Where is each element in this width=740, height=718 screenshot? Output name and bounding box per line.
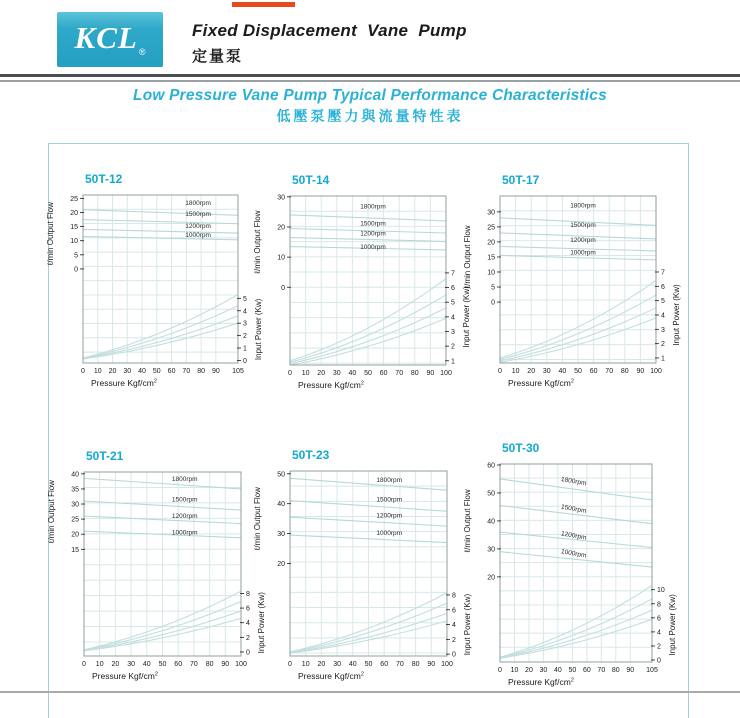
- flow-tick-label: 20: [277, 561, 285, 568]
- power-axis-title: Input Power (Kw): [254, 298, 263, 361]
- legend-label: 1000rpm: [560, 548, 587, 560]
- x-tick-label: 70: [597, 667, 606, 674]
- chart-title: 50T-14: [292, 173, 330, 187]
- x-tick-label: 20: [317, 661, 326, 668]
- x-tick-label: 90: [636, 368, 645, 375]
- power-tick-label: 3: [243, 320, 247, 328]
- power-tick-label: 1: [661, 355, 665, 363]
- x-tick-label: 30: [539, 667, 548, 674]
- x-ticks: [498, 368, 662, 375]
- legend-label: 1200rpm: [570, 236, 596, 244]
- separator-line-light: [0, 80, 740, 82]
- legend-label: 1000rpm: [360, 244, 386, 252]
- chart-svg: [248, 443, 485, 690]
- x-tick-label: 60: [582, 667, 591, 674]
- x-tick-label: 90: [427, 661, 436, 668]
- power-tick-label: 2: [243, 333, 247, 341]
- power-tick-label: 4: [246, 620, 250, 628]
- x-tick-label: 70: [395, 370, 404, 377]
- flow-tick-label: 10: [487, 269, 495, 277]
- flow-tick-label: 25: [70, 195, 78, 203]
- legend-label: 1800rpm: [376, 477, 403, 485]
- chart-title: 50T-17: [502, 173, 540, 187]
- x-tick-label: 50: [364, 661, 373, 668]
- flow-tick-label: 30: [277, 531, 285, 539]
- x-tick-label: 50: [364, 370, 372, 377]
- chart-50t-30: [458, 436, 690, 696]
- power-axis-title: Input Power (Kw): [668, 594, 677, 656]
- power-axis-title: Input Power (Kw): [257, 592, 266, 654]
- flow-tick-label: 10: [70, 238, 78, 246]
- section-title-cn: 低壓泵壓力與流量特性表: [276, 108, 464, 124]
- flow-tick-label: 40: [487, 518, 495, 526]
- power-tick-label: 6: [452, 607, 456, 615]
- chart-title: 50T-23: [292, 448, 330, 462]
- chart-svg: [41, 167, 276, 397]
- power-tick-label: 0: [243, 357, 247, 365]
- legend-label: 1800rpm: [185, 200, 211, 208]
- kcl-logo-text: KCL: [74, 20, 138, 55]
- grid: [84, 472, 241, 656]
- power-tick-label: 8: [657, 601, 661, 609]
- power-tick-label: 1: [243, 345, 247, 353]
- flow-axis-title: ℓ/min Output Flow: [47, 480, 56, 544]
- flow-tick-label: 15: [70, 224, 78, 232]
- power-axis-title: Input Power (Kw): [672, 284, 681, 346]
- x-axis-label: Pressure Kgf/$cm^2$: [508, 378, 574, 388]
- x-tick-label: 90: [221, 661, 230, 668]
- legend-label: 1200rpm: [360, 230, 386, 238]
- x-tick-label: 40: [348, 661, 357, 668]
- registered-trademark-icon: ®: [138, 47, 146, 57]
- x-tick-label: 90: [426, 370, 435, 377]
- chart-title: 50T-21: [86, 449, 124, 463]
- x-tick-label: 80: [411, 661, 420, 668]
- legend-label: 1000rpm: [185, 232, 211, 239]
- flow-tick-label: 20: [487, 574, 495, 582]
- x-ticks: [288, 370, 452, 377]
- x-tick-label: 80: [197, 368, 205, 375]
- flow-tick-label: 40: [71, 471, 79, 479]
- legend: [560, 476, 586, 560]
- x-tick-label: 60: [167, 368, 176, 375]
- x-ticks: [81, 368, 244, 375]
- flow-tick-label: 40: [277, 501, 285, 509]
- legend-label: 1000rpm: [570, 249, 596, 257]
- chart-50t-12: [41, 167, 276, 397]
- footer-line: [0, 691, 740, 693]
- x-tick-label: 40: [138, 368, 146, 375]
- chart-50t-14: [248, 168, 484, 399]
- chart-title: 50T-30: [502, 441, 540, 455]
- power-curve-1800rpm: [500, 586, 652, 658]
- flow-tick-label: 35: [71, 486, 79, 494]
- flow-tick-label: 10: [277, 254, 285, 262]
- x-tick-label: 40: [348, 370, 357, 377]
- legend-label: 1200rpm: [171, 513, 198, 520]
- legend-label: 1000rpm: [376, 529, 403, 537]
- x-tick-label: 30: [333, 661, 341, 668]
- x-tick-label: 10: [301, 370, 310, 377]
- x-tick-label: 60: [379, 370, 388, 377]
- x-tick-label: 0: [288, 661, 292, 668]
- flow-axis-title: ℓ/min Output Flow: [46, 202, 55, 266]
- chart-50t-21: [42, 444, 279, 690]
- flow-tick-label: 5: [74, 252, 78, 260]
- power-tick-label: 10: [657, 587, 665, 595]
- chart-title: 50T-12: [85, 172, 123, 186]
- chart-50t-23: [248, 443, 485, 690]
- power-tick-label: 4: [451, 314, 455, 322]
- power-tick-label: 6: [246, 605, 250, 613]
- x-ticks: [82, 661, 247, 668]
- x-tick-label: 10: [93, 368, 102, 375]
- flow-axis-title: ℓ/min Output Flow: [253, 487, 262, 551]
- power-tick-label: 6: [661, 283, 665, 291]
- power-tick-label: 7: [451, 270, 455, 278]
- x-tick-label: 10: [510, 667, 519, 674]
- separator-line-dark: [0, 74, 740, 77]
- x-tick-label: 70: [396, 661, 404, 668]
- flow-tick-label: 15: [71, 546, 79, 554]
- power-tick-label: 2: [657, 643, 661, 651]
- x-tick-label: 50: [568, 667, 577, 674]
- legend-label: 1500rpm: [171, 496, 198, 504]
- power-tick-label: 4: [243, 308, 247, 316]
- x-tick-label: 40: [142, 661, 151, 668]
- flow-ticks: [71, 471, 85, 553]
- legend-label: 1000rpm: [171, 529, 198, 537]
- legend: [185, 200, 211, 239]
- flow-ticks: [487, 462, 501, 581]
- flow-ticks: [70, 196, 84, 274]
- curves: [83, 210, 238, 359]
- power-tick-label: 4: [452, 622, 456, 630]
- x-axis-label: Pressure Kgf/$cm^2$: [91, 378, 157, 388]
- x-ticks: [288, 661, 453, 668]
- flow-tick-label: 30: [71, 501, 79, 509]
- legend-label: 1800rpm: [570, 202, 596, 210]
- page-title-cn: 定量泵: [192, 48, 244, 65]
- power-curve-1500rpm: [83, 306, 238, 358]
- power-tick-label: 2: [661, 341, 665, 349]
- power-tick-label: 1: [451, 358, 455, 366]
- power-tick-label: 4: [657, 629, 661, 637]
- flow-tick-label: 0: [491, 299, 495, 307]
- x-axis-label: Pressure Kgf/$cm^2$: [92, 671, 158, 681]
- chart-svg: [458, 168, 694, 397]
- x-tick-label: 50: [158, 661, 167, 668]
- x-tick-label: 0: [82, 661, 86, 668]
- x-tick-label: 0: [498, 368, 502, 375]
- chart-svg: [458, 436, 690, 696]
- x-tick-label: 10: [511, 368, 520, 375]
- x-tick-label: 80: [611, 667, 620, 674]
- x-tick-label: 60: [174, 661, 183, 668]
- x-tick-label: 50: [152, 368, 161, 375]
- page-title-en: Fixed Displacement Vane Pump: [192, 21, 467, 40]
- x-tick-label: 30: [127, 661, 135, 668]
- legend-label: 1500rpm: [570, 221, 596, 229]
- flow-tick-label: 20: [71, 531, 79, 539]
- flow-tick-label: 25: [71, 516, 79, 524]
- legend-label: 1500rpm: [560, 503, 587, 515]
- flow-axis-title: ℓ/min Output Flow: [463, 489, 472, 553]
- chart-50t-17: [458, 168, 694, 397]
- flow-tick-label: 60: [487, 462, 495, 470]
- x-tick-label: 20: [317, 370, 326, 377]
- flow-ticks: [277, 471, 291, 568]
- power-axis-title: Input Power (Kw): [463, 593, 472, 656]
- flow-axis-title: ℓ/min Output Flow: [463, 225, 472, 289]
- flow-tick-label: 15: [487, 254, 495, 262]
- chart-svg: [42, 444, 279, 690]
- x-tick-label: 30: [123, 368, 132, 375]
- flow-curve-1800rpm: [83, 210, 238, 216]
- x-tick-label: 70: [182, 368, 191, 375]
- x-tick-label: 60: [380, 661, 389, 668]
- x-tick-label: 20: [108, 368, 117, 375]
- legend-label: 1200rpm: [560, 530, 587, 542]
- x-tick-label: 10: [95, 661, 104, 668]
- legend-label: 1800rpm: [560, 475, 587, 488]
- x-tick-label: 80: [620, 368, 629, 375]
- x-axis-label: Pressure Kgf/$cm^2$: [298, 671, 364, 681]
- x-tick-label: 90: [211, 368, 220, 375]
- legend-label: 1500rpm: [185, 211, 211, 218]
- power-tick-label: 6: [451, 285, 455, 293]
- x-tick-label: 80: [410, 370, 419, 377]
- power-tick-label: 3: [451, 328, 455, 336]
- flow-ticks: [277, 194, 291, 291]
- power-tick-label: 6: [657, 615, 661, 623]
- legend-label: 1800rpm: [171, 476, 198, 484]
- grid: [500, 464, 652, 662]
- x-tick-label: 90: [626, 667, 635, 674]
- power-ticks: [651, 587, 665, 664]
- x-tick-label: 10: [301, 661, 310, 668]
- x-tick-label: 30: [332, 370, 341, 377]
- top-red-bar: [232, 2, 295, 7]
- x-tick-label: 0: [498, 667, 502, 674]
- flow-tick-label: 5: [491, 284, 495, 292]
- flow-tick-label: 20: [277, 224, 285, 232]
- x-tick-label: 30: [542, 368, 551, 375]
- chart-svg: [248, 168, 484, 399]
- power-tick-label: 4: [661, 312, 665, 320]
- flow-tick-label: 25: [487, 224, 495, 232]
- x-tick-label: 100: [235, 661, 247, 668]
- x-tick-label: 105: [232, 368, 244, 375]
- power-tick-label: 3: [661, 326, 665, 334]
- x-axis-label: Pressure Kgf/$cm^2$: [508, 677, 574, 687]
- power-tick-label: 2: [246, 634, 250, 642]
- x-tick-label: 40: [558, 368, 567, 375]
- x-axis-label: Pressure Kgf/$cm^2$: [298, 380, 364, 390]
- x-tick-label: 50: [574, 368, 582, 375]
- power-axis-title: Input Power (Kw): [462, 286, 471, 348]
- power-tick-label: 8: [246, 590, 250, 598]
- legend-label: 1200rpm: [376, 512, 403, 520]
- flow-ticks: [487, 209, 501, 306]
- flow-tick-label: 0: [281, 284, 285, 292]
- power-tick-label: 8: [452, 592, 456, 600]
- x-ticks: [498, 667, 658, 674]
- power-tick-label: 5: [451, 299, 455, 307]
- section-title-en: Low Pressure Vane Pump Typical Performance Characteristics: [133, 87, 607, 104]
- power-tick-label: 2: [452, 636, 456, 644]
- x-tick-label: 100: [441, 661, 453, 668]
- x-tick-label: 80: [205, 661, 214, 668]
- flow-axis-title: ℓ/min Output Flow: [253, 210, 262, 274]
- x-tick-label: 100: [650, 368, 662, 375]
- x-tick-label: 40: [554, 667, 562, 674]
- power-tick-label: 0: [657, 657, 661, 665]
- power-tick-label: 7: [661, 269, 665, 277]
- x-tick-label: 100: [440, 370, 452, 377]
- flow-tick-label: 0: [74, 266, 78, 274]
- x-tick-label: 20: [527, 368, 536, 375]
- flow-curve-1200rpm: [83, 229, 238, 233]
- header-titles: [192, 21, 467, 66]
- power-curve-1800rpm: [83, 295, 238, 358]
- flow-tick-label: 20: [70, 209, 78, 217]
- flow-tick-label: 30: [487, 209, 495, 217]
- flow-tick-label: 20: [487, 239, 495, 247]
- x-tick-label: 70: [605, 368, 614, 375]
- legend-label: 1500rpm: [376, 496, 403, 504]
- flow-tick-label: 30: [487, 546, 495, 554]
- flow-tick-label: 50: [487, 490, 495, 498]
- x-tick-label: 20: [525, 667, 533, 674]
- power-tick-label: 5: [243, 295, 247, 303]
- flow-tick-label: 30: [277, 194, 285, 202]
- x-tick-label: 0: [81, 368, 85, 375]
- legend-label: 1200rpm: [185, 222, 211, 230]
- legend-label: 1800rpm: [360, 203, 386, 211]
- power-tick-label: 5: [661, 298, 665, 306]
- legend-label: 1500rpm: [360, 220, 386, 228]
- x-tick-label: 60: [589, 368, 598, 375]
- x-tick-label: 20: [111, 661, 120, 668]
- power-tick-label: 0: [452, 651, 456, 659]
- flow-tick-label: 50: [277, 471, 285, 479]
- x-tick-label: 0: [288, 370, 292, 377]
- power-tick-label: 2: [451, 343, 455, 351]
- x-tick-label: 70: [190, 661, 198, 668]
- kcl-logo: [57, 12, 163, 67]
- x-tick-label: 105: [646, 667, 658, 674]
- power-tick-label: 0: [246, 649, 250, 657]
